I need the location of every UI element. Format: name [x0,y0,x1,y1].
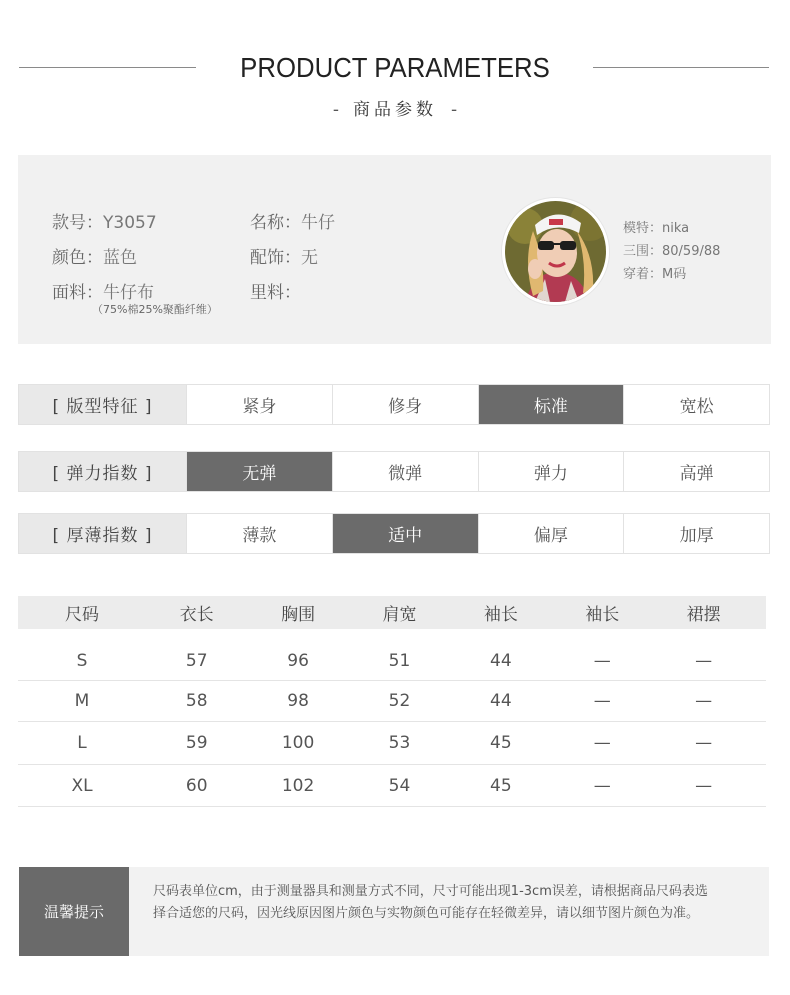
fit-option-slim: 修身 [332,385,478,424]
table-cell: 57 [185,650,208,671]
table-cell: 45 [490,775,512,796]
table-cell: — [593,775,611,796]
elasticity-attribute-label: [ 弹力指数 ] [19,452,186,491]
table-cell: M [74,691,90,711]
table-cell: XL [71,775,93,796]
table-cell: L [77,733,87,753]
table-cell: 58 [185,691,208,711]
header-cell: 衣长 [179,605,214,625]
table-cell: — [695,733,713,753]
style-number-field: 款号：Y3057 [52,213,157,233]
thickness-attribute-row [18,513,770,554]
thickness-option-extra-thick: 加厚 [623,514,769,553]
table-row [18,722,766,765]
fabric-composition-note: （75%棉25%聚酯纤维） [92,303,218,316]
table-cell: S [76,650,88,671]
table-row [18,629,766,681]
elasticity-option-high: 高弹 [623,452,769,491]
model-measurements: 三围：80/59/88 [623,244,721,259]
header-cell: 裙摆 [686,605,721,625]
accessory-field: 配饰：无 [250,248,318,268]
color-field: 颜色：蓝色 [52,248,137,268]
table-cell: — [593,733,611,753]
header-cell: 肩宽 [382,605,417,625]
table-cell: 96 [287,650,309,671]
table-cell: — [695,691,713,711]
table-cell: 98 [287,691,309,711]
page-subtitle [0,95,790,120]
fit-attribute-label: [ 版型特征 ] [19,385,186,424]
table-cell: 100 [281,733,315,753]
elasticity-option-elastic: 弹力 [478,452,624,491]
elasticity-option-none: 无弹 [186,452,332,491]
table-cell: 54 [388,775,411,796]
subtitle-dash-right: - [451,100,458,120]
table-cell: 60 [185,775,208,796]
size-table [18,596,766,807]
table-cell: — [593,650,611,671]
fit-option-tight: 紧身 [186,385,332,424]
header-cell: 尺码 [65,605,99,625]
table-cell: 53 [388,733,411,753]
tips-label: 温馨提示 [19,867,129,956]
fit-attribute-row [18,384,770,425]
header-cell: 袖长 [483,605,518,625]
size-table-header [18,596,766,629]
fit-option-loose: 宽松 [623,385,769,424]
table-cell: — [593,691,611,711]
table-cell: 102 [281,775,315,796]
table-cell: 52 [388,691,411,711]
thickness-attribute-label: [ 厚薄指数 ] [19,514,186,553]
fabric-field: 面料：牛仔布 [52,283,154,303]
table-cell: 44 [490,650,512,671]
thickness-option-thin: 薄款 [186,514,332,553]
tips-panel [19,867,769,956]
thickness-option-thick: 偏厚 [478,514,624,553]
table-cell: 45 [490,733,512,753]
elasticity-attribute-row [18,451,770,492]
table-row [18,765,766,807]
page-title: PRODUCT PARAMETERS [240,52,550,83]
thickness-option-medium: 适中 [332,514,478,553]
name-field: 名称：牛仔 [250,213,335,233]
elasticity-option-slight: 微弹 [332,452,478,491]
fit-option-standard: 标准 [478,385,624,424]
tips-text: 尺码表单位cm，由于测量器具和测量方式不同，尺寸可能出现1-3cm误差，请根据商品尺码表选择合适您的尺码，因光线原因图片颜色与实物颜色可能存在轻微差异，请以细节图片颜色为准。 [153,884,708,921]
model-avatar [502,198,609,305]
table-cell: — [695,775,713,796]
model-wears-size: 穿着：M码 [623,267,687,282]
model-name: 模特：nika [623,221,690,236]
subtitle-text: 商品参数 [353,100,437,120]
table-cell: — [695,650,713,671]
lining-field: 里料： [250,283,301,303]
product-info-panel [18,155,771,344]
table-cell: 44 [490,691,512,711]
model-photo [505,201,606,302]
subtitle-dash-left: - [332,100,339,120]
header-cell: 胸围 [281,605,316,625]
table-cell: 59 [185,733,208,753]
table-row [18,681,766,722]
table-cell: 51 [388,650,411,671]
header-cell: 袖长 [585,605,620,625]
